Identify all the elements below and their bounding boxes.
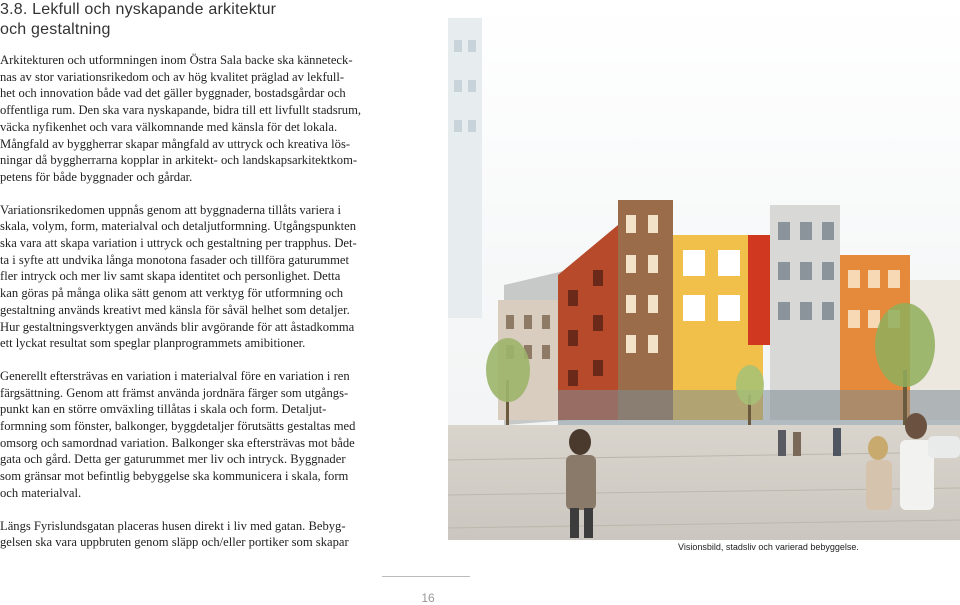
section-heading-line-1: 3.8. Lekfull och nyskapande arkitektur (0, 1, 277, 18)
page-number: 16 (421, 591, 435, 605)
image-caption: Visionsbild, stadsliv och varierad bebyggelse. (678, 542, 859, 552)
paragraph-2: Variationsrikedomen uppnås genom att byggnaderna tillåts variera i skala, volym, form, materialval och detaljutformning. Utgångspunkten ska vara att skapa variation i uttryck och gestaltning per trapphus. Det- ta i syfte att undvika långa monotona fasader och tillföra gaturummet fler intryck och mer liv samt skapa identitet och personlighet. Detta kan göras på många olika sätt genom att verktyg för utformning och gestaltning används kreativt med känsla för såväl helhet som detaljer. Hur gestaltningsverktygen används blir avgörande för att åstadkomma ett lyckat resultat som speglar planprogrammets amibitioner. (0, 202, 357, 351)
paragraph-1: Arkitekturen och utformningen inom Östra Sala backe ska känneteck- nas av stor variationsrikedom och av hög kvalitet präglad av lekfull- het och innovation både vad det gäller byggnader, bostadsgårdar och offentliga rum. Den ska vara nyskapande, bidra till ett livfullt stadsrum, väcka nyfikenhet och vara välkomnande med känsla för det lokala. Mångfald av byggherrar skapar mångfald av uttryck och kreativa lös- ningar då byggherrarna kopplar in arkitekt- och landskapsarkitektkom- petens för både byggnader och gårdar. (0, 53, 362, 184)
section-heading-line-2: och gestaltning (0, 21, 111, 38)
body-text (0, 52, 412, 551)
section-heading (0, 0, 420, 40)
paragraph-4: Längs Fyrislundsgatan placeras husen direkt i liv med gatan. Bebyg- gelsen ska vara uppbruten genom släpp och/eller portiker som skapar (0, 518, 349, 550)
footer-divider (382, 576, 470, 577)
vision-illustration-svg (448, 0, 960, 540)
paragraph-3: Generellt eftersträvas en variation i materialval före en variation i ren färgsättning. Genom att främst använda jordnära färger som utgångs- punkt kan en större omväxling tillåtas i skala och form. Detaljut- formning som fönster, balkonger, byggdetaljer förutsätts gestaltas med omsorg och samordnad variation. Balkonger ska eftersträvas mot både gata och gård. Detta ger gaturummet mer liv och intryck. Byggnader som gränsar mot befintlig bebyggelse ska kommunicera i skala, form och materialval. (0, 368, 356, 500)
vision-illustration (448, 0, 960, 540)
